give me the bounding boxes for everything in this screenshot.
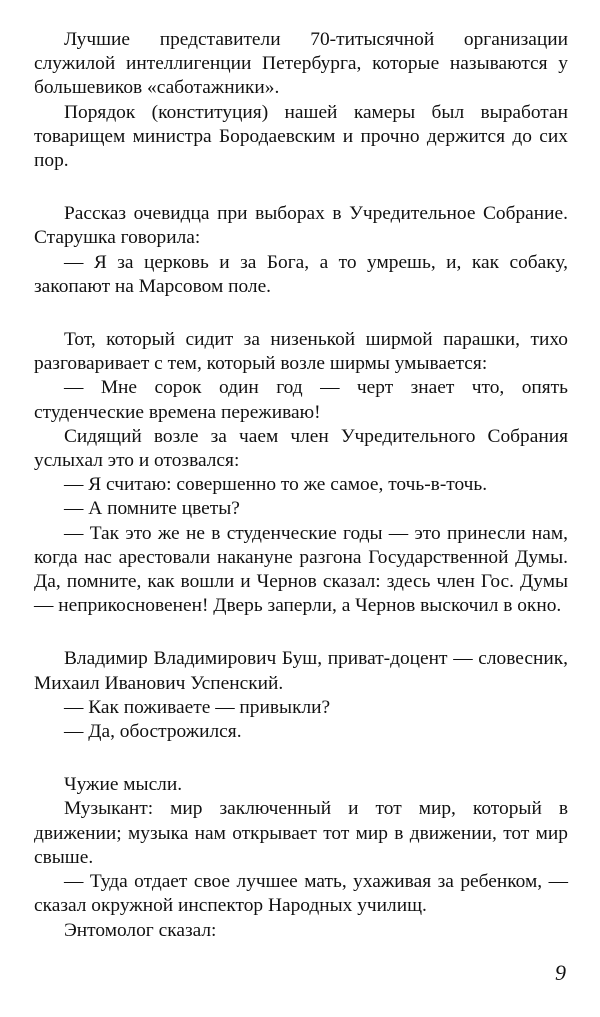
paragraph: Энтомолог сказал:	[64, 919, 217, 941]
paragraph: Тот, который сидит за низенькой ширмой парашки, тихо разговаривает с тем, который возле ширмы умывается:	[34, 329, 568, 375]
text-section-bush	[34, 647, 568, 744]
paragraph: Рассказ очевидца при выборах в Учредительное Собрание. Старушка говорила:	[34, 203, 568, 249]
paragraph: — Мне сорок один год — черт знает что, опять студенческие времена переживаю!	[34, 377, 568, 423]
paragraph: Музыкант: мир заключенный и тот мир, который в движении; музыка нам открывает тот мир в движении, тот мир свыше.	[34, 798, 568, 868]
paragraph: Порядок (конституция) нашей камеры был выработан товарищем министра Бородаевским и прочно держится до сих пор.	[34, 101, 568, 172]
text-section-cell-conversation	[34, 328, 568, 618]
text-section-saboteurs	[34, 28, 568, 173]
paragraph: — Я считаю: совершенно то же самое, точь-в-точь.	[64, 474, 488, 496]
paragraph: — А помните цветы?	[64, 498, 240, 520]
paragraph: — Да, обострожился.	[64, 721, 242, 743]
text-section-thoughts	[34, 773, 568, 942]
text-section-elections	[34, 202, 568, 299]
paragraph: Лучшие представители 70-титысячной организации служилой интеллигенции Петербурга, которые называются у большевиков «саботажники».	[34, 29, 568, 99]
paragraph: — Так это же не в студенческие годы — это принесли нам, когда нас арестовали накануне разгона Государственной Думы. Да, помните, как вошли и Чернов сказал: здесь член Гос. Думы — неприкосновенен! Дверь заперли, а Чернов выскочил в окно.	[34, 522, 568, 617]
paragraph: Сидящий возле за чаем член Учредительного Собрания услыхал это и отозвался:	[34, 425, 568, 472]
page-body	[34, 28, 568, 943]
paragraph: — Я за церковь и за Бога, а то умрешь, и, как собаку, закопают на Марсовом поле.	[34, 251, 568, 297]
paragraph: — Как поживаете — привыкли?	[64, 696, 331, 718]
paragraph: Владимир Владимирович Буш, приват-доцент — словесник, Михаил Иванович Успенский.	[34, 648, 568, 694]
paragraph: — Туда отдает свое лучшее мать, ухаживая за ребенком, — сказал окружной инспектор Народных училищ.	[34, 871, 568, 917]
paragraph: Чужие мысли.	[64, 774, 183, 796]
page-number: 9	[555, 960, 566, 985]
